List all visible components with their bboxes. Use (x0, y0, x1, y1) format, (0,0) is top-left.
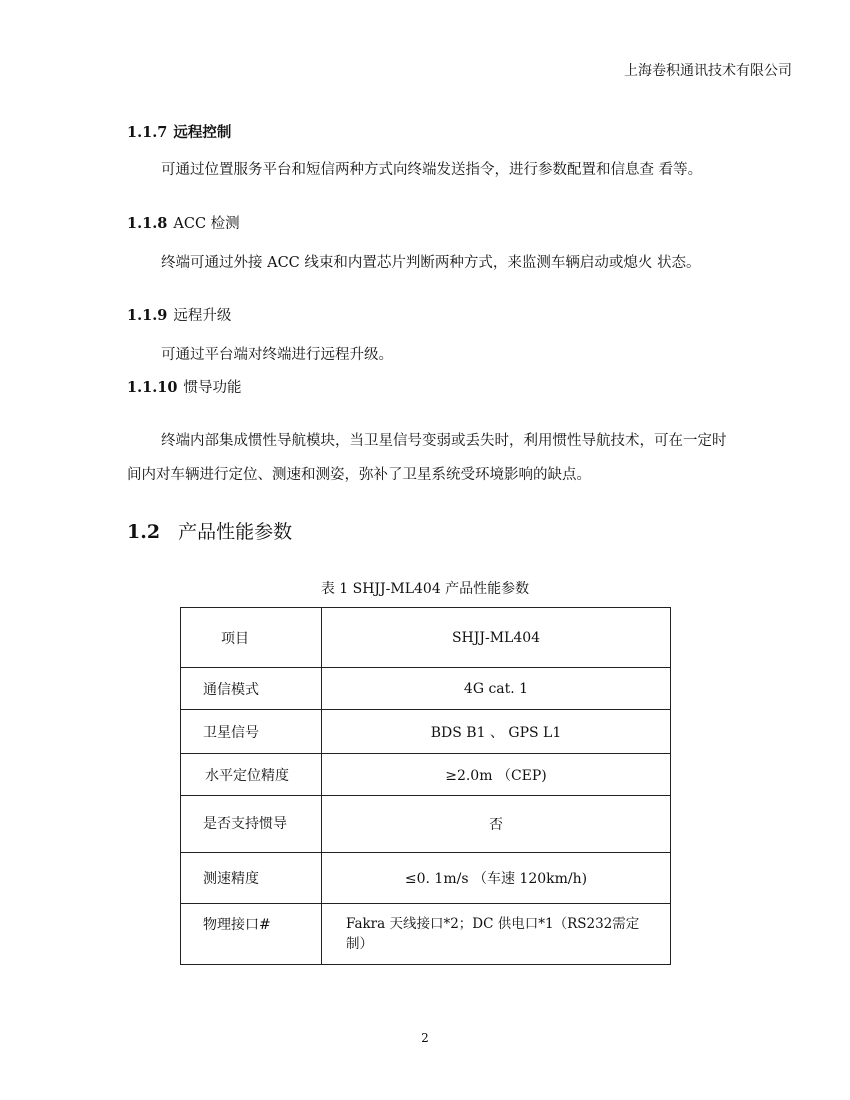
paragraph-acc-detection: 终端可通过外接 ACC 线束和内置芯片判断两种方式，来监测车辆启动或熄火 状态。 (161, 255, 701, 271)
table-cell-value: BDS B1 、 GPS L1 (322, 710, 671, 754)
section-number: 1.2 (127, 521, 161, 543)
heading-remote-upgrade (127, 304, 231, 325)
table-cell-value: ≥2.0m （CEP) (322, 754, 671, 796)
heading-number: 1.1.10 (127, 379, 178, 396)
table-cell-value: SHJJ-ML404 (322, 608, 671, 668)
section-heading-performance (127, 517, 292, 544)
table-cell-label: 通信模式 (181, 668, 322, 710)
heading-title: ACC 检测 (173, 216, 240, 232)
heading-remote-control (127, 121, 231, 142)
table-row (181, 710, 671, 754)
table-cell-label: 物理接口# (181, 904, 322, 965)
table-cell-label: 项目 (181, 608, 322, 668)
heading-inertial-navigation (127, 376, 241, 397)
heading-number: 1.1.7 (127, 124, 168, 141)
table-cell-value: 4G cat. 1 (322, 668, 671, 710)
table-cell-value: ≤0. 1m/s （车速 120km/h) (322, 853, 671, 904)
table-cell-label: 是否支持惯导 (181, 796, 322, 853)
table-cell-label: 卫星信号 (181, 710, 322, 754)
heading-title: 远程控制 (173, 124, 232, 141)
paragraph-remote-upgrade: 可通过平台端对终端进行远程升级。 (161, 347, 393, 363)
table-row (181, 853, 671, 904)
table-row (181, 754, 671, 796)
table-cell-label: 测速精度 (181, 853, 322, 904)
section-title: 产品性能参数 (178, 521, 293, 543)
table-row (181, 904, 671, 965)
table-row (181, 668, 671, 710)
spec-table (180, 607, 671, 965)
page-number: 2 (421, 1031, 429, 1045)
table-caption: 表 1 SHJJ-ML404 产品性能参数 (320, 581, 530, 597)
table-cell-value: 否 (322, 796, 671, 853)
company-name: 上海卷积通讯技术有限公司 (624, 63, 792, 79)
heading-number: 1.1.9 (127, 307, 168, 324)
heading-acc-detection (127, 212, 240, 233)
table-cell-label: 水平定位精度 (181, 754, 322, 796)
table-row (181, 608, 671, 668)
table-row (181, 796, 671, 853)
heading-title: 惯导功能 (183, 380, 242, 396)
paragraph-inertial-navigation: 终端内部集成惯性导航模块，当卫星信号变弱或丢失时，利用惯性导航技术，可在一定时间内对车辆进行定位、测速和测姿，弥补了卫星系统受环境影响的缺点。 (127, 433, 727, 483)
paragraph-remote-control: 可通过位置服务平台和短信两种方式向终端发送指令，进行参数配置和信息查 看等。 (161, 162, 703, 178)
heading-number: 1.1.8 (127, 215, 168, 232)
table-cell-value: Fakra 天线接口*2；DC 供电口*1（RS232需定制） (322, 904, 671, 965)
heading-title: 远程升级 (173, 308, 232, 324)
